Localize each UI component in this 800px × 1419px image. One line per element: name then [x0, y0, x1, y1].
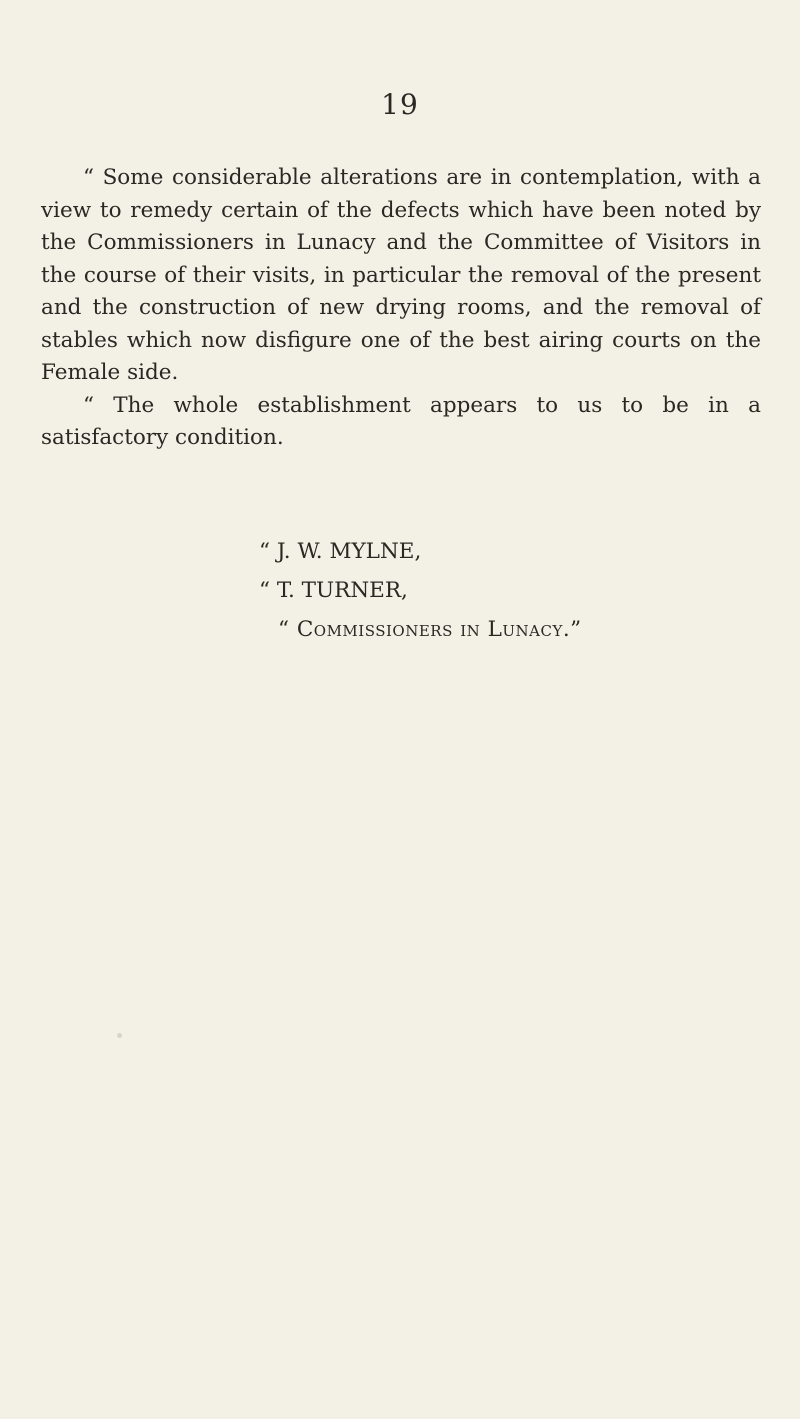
- paragraph-establishment: “ The whole establishment appears to us to be in a satisfactory condition.: [41, 392, 761, 450]
- signature-mylne: “ J. W. MYLNE,: [259, 539, 422, 564]
- page-number: 19: [381, 88, 419, 121]
- paper-speck: [117, 1033, 122, 1038]
- signature-turner: “ T. TURNER,: [259, 578, 408, 603]
- signature-title: “ Commissioners in Lunacy.”: [278, 617, 582, 642]
- body-text: [41, 162, 761, 455]
- paragraph-alterations: “ Some considerable alterations are in contemplation, with a view to remedy certain of the defects which have been noted by the Commissioners in Lunacy and the Committee of Visitors in the course of their visits, in particular the removal of the present and the construction of new drying rooms, and the removal of stables which now disfigure one of the best airing courts on the Female side.: [41, 165, 761, 385]
- signature-block: [0, 532, 800, 649]
